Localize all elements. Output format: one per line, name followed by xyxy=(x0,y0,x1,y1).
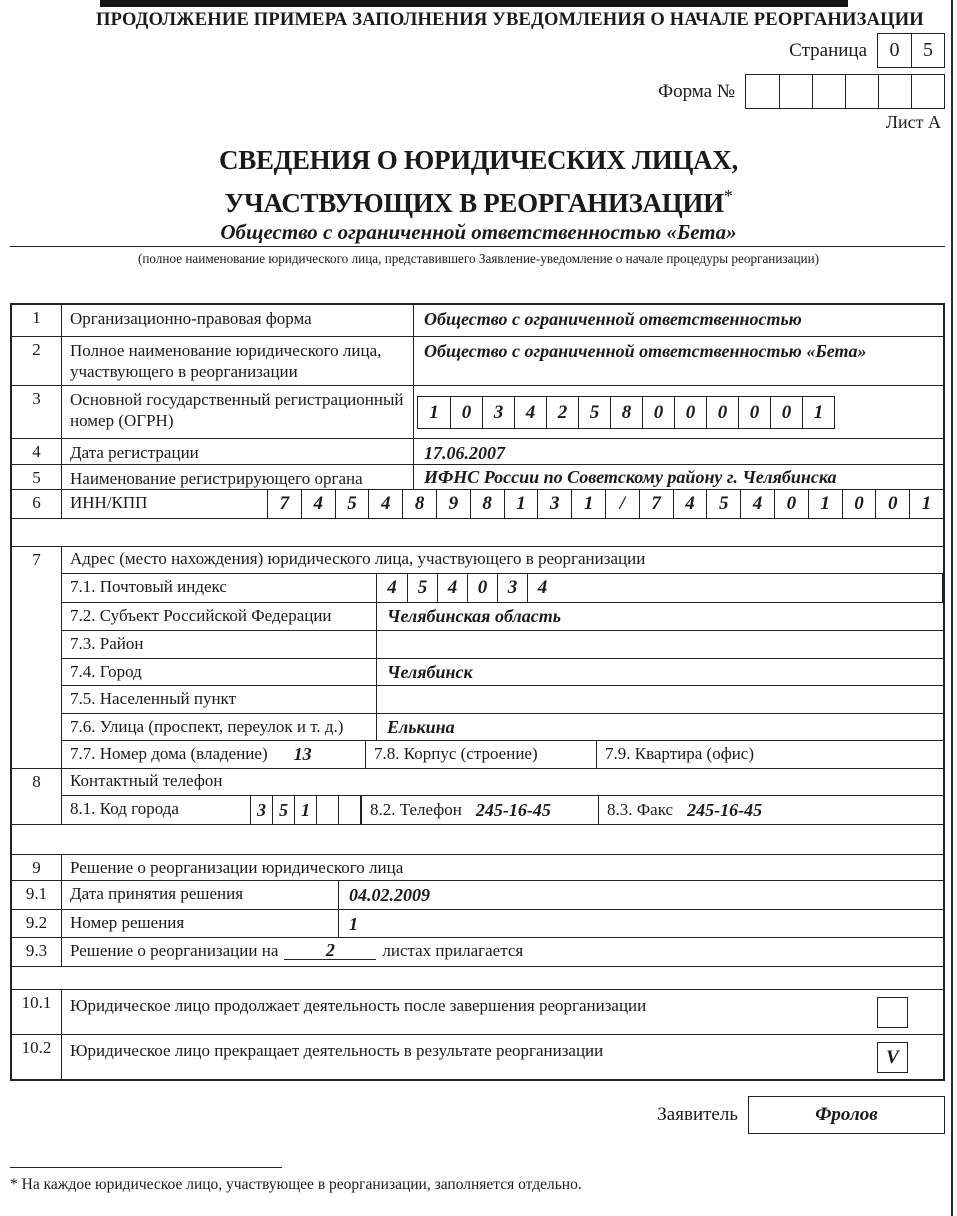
row4-value: 17.06.2007 xyxy=(424,443,505,463)
row3-num: 3 xyxy=(12,386,62,438)
row-7-789 xyxy=(62,740,943,768)
row82-label: 8.2. Телефон xyxy=(370,800,462,819)
row73-value xyxy=(377,631,943,658)
row77-label: 7.7. Номер дома (владение) xyxy=(70,744,268,763)
row76-label: 7.6. Улица (проспект, переулок и т. д.) xyxy=(62,714,377,740)
applicant-label: Заявитель xyxy=(657,1104,738,1125)
row102-label: Юридическое лицо прекращает деятельность в результате реорганизации xyxy=(70,1041,604,1060)
row76-value: Елькина xyxy=(387,717,455,737)
table-row-1 xyxy=(12,305,943,336)
row-7-1 xyxy=(62,573,943,602)
row101-label: Юридическое лицо продолжает деятельность после завершения реорганизации xyxy=(70,996,647,1015)
row1-label: Организационно-правовая форма xyxy=(62,305,414,336)
row93-num: 9.3 xyxy=(12,938,62,966)
table-row-9-3 xyxy=(12,937,943,966)
row78-label: 7.8. Корпус (строение) xyxy=(366,741,597,768)
row1-num: 1 xyxy=(12,305,62,336)
row91-value: 04.02.2009 xyxy=(349,885,430,905)
table-row-9 xyxy=(12,854,943,880)
spacer-row xyxy=(12,824,943,854)
continues-activity-checkbox xyxy=(877,997,908,1028)
row9-num: 9 xyxy=(12,855,62,880)
postal-index-boxes: 4 5 4 0 3 4 xyxy=(377,574,943,602)
table-row-9-2 xyxy=(12,909,943,937)
row102-checkbox-wrap xyxy=(877,1035,943,1079)
row71-value xyxy=(377,574,943,602)
row81-label: 8.1. Код города xyxy=(70,799,179,818)
row-7-6 xyxy=(62,713,943,740)
row77-value: 13 xyxy=(293,744,312,764)
table-row-5 xyxy=(12,464,943,489)
row7-label: Адрес (место нахождения) юридического лица, участвующего в реорганизации xyxy=(70,549,646,568)
row101-num: 10.1 xyxy=(12,990,62,1034)
spacer-row xyxy=(12,966,943,989)
ogrn-boxes: 1 0 3 4 2 5 8 0 0 0 0 0 1 xyxy=(417,396,835,429)
ceases-activity-checkbox: V xyxy=(877,1042,908,1073)
row75-value xyxy=(377,686,943,713)
row83-value: 245-16-45 xyxy=(687,799,763,820)
subtitle-caption: (полное наименование юридического лица, представившего Заявление-уведомление о начале процедуры реорганизации) xyxy=(137,251,820,266)
row72-label: 7.2. Субъект Российской Федерации xyxy=(62,603,377,630)
row9-label: Решение о реорганизации юридического лица xyxy=(70,858,404,877)
row1-value: Общество с ограниченной ответственностью xyxy=(424,309,802,329)
row82-cell xyxy=(361,796,598,824)
row8-label: Контактный телефон xyxy=(70,771,223,790)
row92-value: 1 xyxy=(349,914,358,934)
row101-checkbox-wrap xyxy=(877,990,943,1034)
row-7-3 xyxy=(62,630,943,658)
row71-label: 7.1. Почтовый индекс xyxy=(62,574,377,602)
row93-label: Решение о реорганизации на 2 листах прилагается xyxy=(70,940,524,960)
row75-label: 7.5. Населенный пункт xyxy=(62,686,377,713)
sheet-label: Лист А xyxy=(885,112,941,132)
company-name-heading: Общество с ограниченной ответственностью «Бета» xyxy=(220,220,737,244)
page-number-boxes: 0 5 xyxy=(877,33,945,68)
row-7-4 xyxy=(62,658,943,685)
row2-num: 2 xyxy=(12,337,62,385)
table-row-10-2 xyxy=(12,1034,943,1079)
row77-cell xyxy=(62,741,366,768)
row92-label: Номер решения xyxy=(62,910,339,937)
row91-num: 9.1 xyxy=(12,881,62,909)
footnote-rule xyxy=(10,1167,282,1168)
row83-label: 8.3. Факс xyxy=(607,800,674,819)
page-title-line2: УЧАСТВУЮЩИХ В РЕОРГАНИЗАЦИИ* xyxy=(224,186,733,218)
row6-label: ИНН/КПП xyxy=(70,493,148,512)
row-7-5 xyxy=(62,685,943,713)
row83-cell xyxy=(598,796,943,824)
city-code-boxes: 3 5 1 xyxy=(250,796,361,824)
row2-label: Полное наименование юридического лица, участвующего в реорганизации xyxy=(62,337,414,385)
row74-value: Челябинск xyxy=(387,662,473,682)
row5-value: ИФНС России по Советскому району г. Челябинска xyxy=(424,467,837,487)
row4-label: Дата регистрации xyxy=(62,439,414,464)
row102-num: 10.2 xyxy=(12,1035,62,1079)
row-8-123 xyxy=(62,795,943,824)
row3-value xyxy=(414,386,943,438)
row3-label: Основной государственный регистрационный номер (ОГРН) xyxy=(62,386,414,438)
row8-num: 8 xyxy=(12,769,62,824)
form-number-boxes xyxy=(745,74,945,109)
subtitle-rule xyxy=(10,246,945,247)
header-top-rule xyxy=(100,0,848,7)
row7-num: 7 xyxy=(12,547,62,768)
row5-num: 5 xyxy=(12,465,62,489)
row2-value: Общество с ограниченной ответственностью «Бета» xyxy=(424,341,867,361)
title-asterisk: * xyxy=(723,186,733,206)
row5-label: Наименование регистрирующего органа xyxy=(62,465,414,489)
document-header-title: ПРОДОЛЖЕНИЕ ПРИМЕРА ЗАПОЛНЕНИЯ УВЕДОМЛЕНИЯ О НАЧАЛЕ РЕОРГАНИЗАЦИИ xyxy=(96,10,924,30)
row73-label: 7.3. Район xyxy=(62,631,377,658)
address-section xyxy=(62,547,943,768)
row6-num: 6 xyxy=(12,490,62,518)
applicant-signature-box: Фролов xyxy=(748,1096,945,1134)
table-row-4 xyxy=(12,438,943,464)
table-row-9-1 xyxy=(12,880,943,909)
page-number-label: Страница xyxy=(789,39,867,61)
row93-pages-value: 2 xyxy=(284,942,376,960)
table-row-10-1 xyxy=(12,989,943,1034)
table-row-8 xyxy=(12,768,943,824)
row72-value: Челябинская область xyxy=(387,606,561,626)
inn-kpp-boxes: 7 4 5 4 8 9 8 1 3 1 / 7 4 5 4 0 1 0 0 1 xyxy=(267,490,943,518)
applicant-block xyxy=(657,1096,945,1134)
page-number-block xyxy=(789,33,945,68)
spacer-row xyxy=(12,518,943,546)
table-row-2 xyxy=(12,336,943,385)
form-number-block xyxy=(658,74,945,109)
footnote-text: * На каждое юридическое лицо, участвующее в реорганизации, заполняется отдельно. xyxy=(10,1176,582,1193)
row91-label: Дата принятия решения xyxy=(62,881,339,909)
row92-num: 9.2 xyxy=(12,910,62,937)
phone-section xyxy=(62,769,943,824)
row-7-2 xyxy=(62,602,943,630)
row8-header xyxy=(62,769,943,795)
row4-num: 4 xyxy=(12,439,62,464)
row74-label: 7.4. Город xyxy=(62,659,377,685)
table-row-7 xyxy=(12,546,943,768)
form-table xyxy=(10,303,945,1081)
row79-label: 7.9. Квартира (офис) xyxy=(605,744,755,763)
row7-header xyxy=(62,547,943,573)
row82-value: 245-16-45 xyxy=(475,799,551,820)
table-row-3 xyxy=(12,385,943,438)
page-title xyxy=(0,142,957,221)
form-number-label: Форма № xyxy=(658,80,735,102)
page-title-line1: СВЕДЕНИЯ О ЮРИДИЧЕСКИХ ЛИЦАХ, xyxy=(219,145,738,175)
table-row-6 xyxy=(12,489,943,518)
